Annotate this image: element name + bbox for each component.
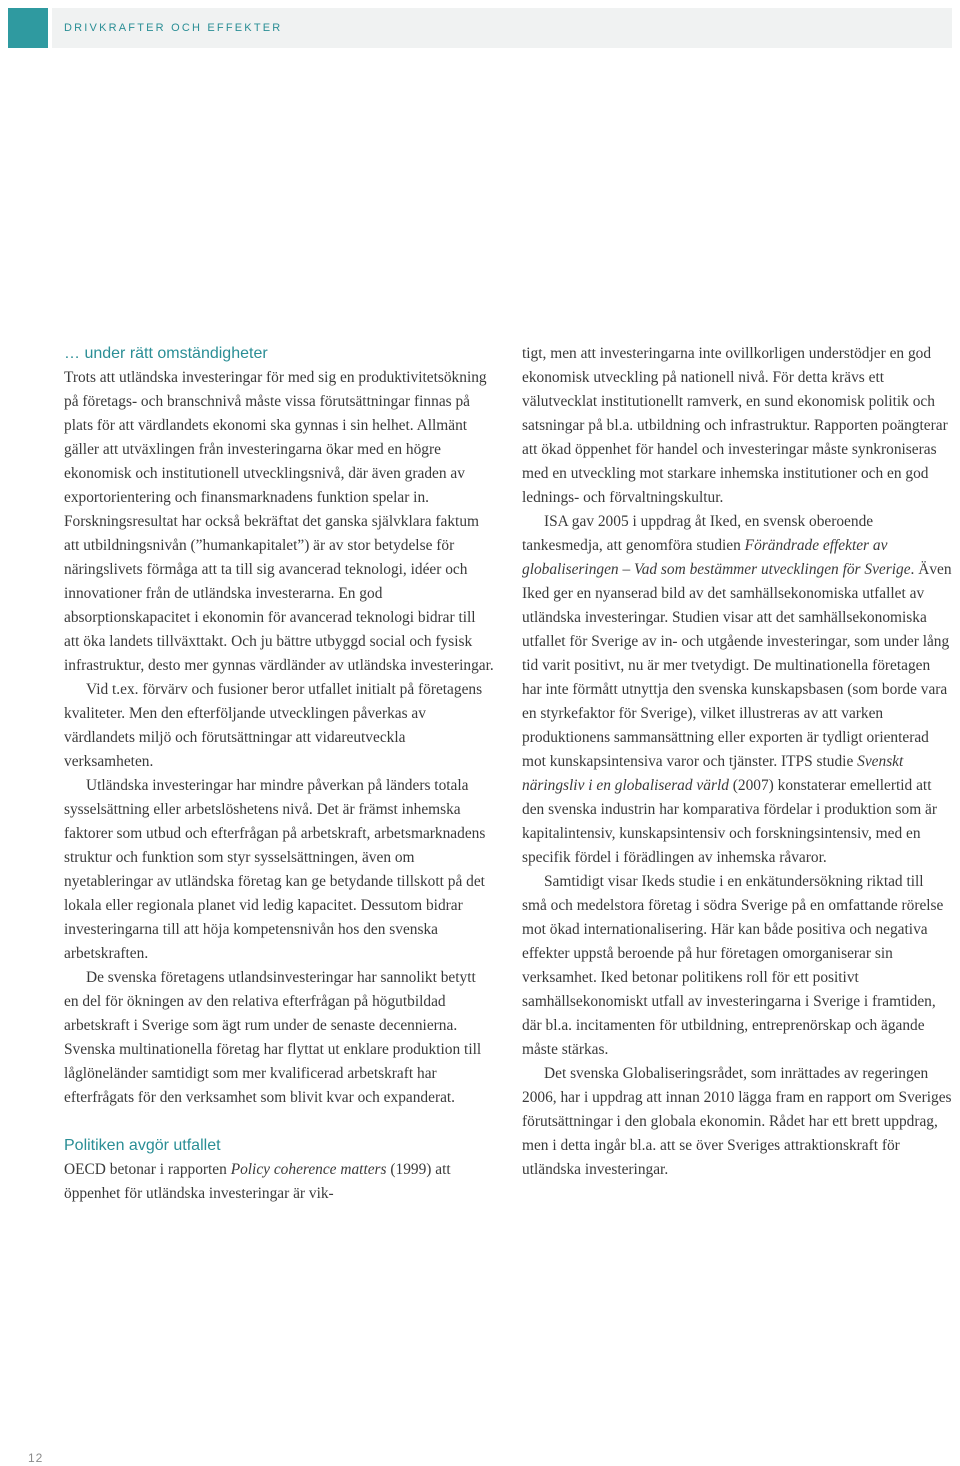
paragraph [522,510,952,870]
paragraph: Utländska investeringar har mindre påverkan på länders totala sysselsättning eller arbetslöshetens nivå. Det är främst inhemska faktorer som utbud och efterfrågan på arbetskraft, arbetsmarknadens struktur och funktion som styr sysselsättningen, även om nyetableringar av utländska företag kan ge betydande tillskott på det lokala eller regionala planet vid ledig kapacitet. Dessutom bidrar investeringarna till att höja kompetensnivån hos den svenska arbetskraften. [64,777,486,962]
text-run: (1999) att öppenhet för utländska investeringar är vik- [64,1161,451,1202]
section-title: DRIVKRAFTER OCH EFFEKTER [64,22,283,34]
header-accent-square [8,8,48,48]
paragraph [64,1158,494,1206]
text-run: ISA gav 2005 i uppdrag åt Iked, en svensk oberoende tankesmedja, att genomföra studien [522,513,874,554]
italic-report-title: Policy coherence matters [230,1161,387,1178]
right-column [522,342,952,1182]
paragraph: Trots att utländska investeringar för med sig en produktivitetsökning på företags- och branschnivå måste vissa förutsättningar finnas på plats för att värdlandets ekonomi ska gynnas i sin helhet. Allmänt gäller att utväxlingen från investeringarna ökar med en högre ekonomisk och institutionell utvecklingsnivå, där även graden av exportorientering och finansmarknadens funktion spelar in. Forskningsresultat har också bekräftat det ganska självklara faktum att utbildningsnivån (”humankapitalet”) är av stor betydelse för näringslivets förmåga att ta till sig avancerad teknologi, idéer och innovationer från de utländska investerarna. En god absorptionskapacitet i ekonomin för avancerad teknologi bidrar till att öka landets tillväxttakt. Och ju bättre utbyggd social och fysisk infrastruktur, desto mer gynnas värdländer av utländska investeringar. [64,369,494,674]
paragraph: Samtidigt visar Ikeds studie i en enkätundersökning riktad till små och medelstora företag i södra Sverige på en omfattande rörelse mot ökad internationalisering. Här kan både positiva och negativa effekter uppstå beroende på hur företagen omorganiserar sin verksamhet. Iked betonar politikens roll för ett positivt samhällsekonomiskt utfall av investeringarna i Sverige i framtiden, där bl.a. incitamenten för utbildning, entreprenörskap och ägande måste stärkas. [522,873,944,1058]
italic-study-title: Svenskt näringsliv i en globaliserad värld [522,753,904,794]
paragraph: tigt, men att investeringarna inte ovillkorligen understödjer en god ekonomisk utveckling på nationell nivå. För detta krävs ett välutvecklat institutionellt ramverk, en sund ekonomisk politik och satsningar på bl.a. utbildning och infrastruktur. Rapporten poängterar att ökad öppenhet för handel och investeringar måste synkroniseras med en utveckling mot starkare inhemska institutioner och en god lednings- och förvaltningskultur. [522,345,948,506]
section-header [52,8,952,48]
subheading-under-ratt-omstandigheter: … under rätt omständigheter [64,345,268,362]
text-run: . Även Iked ger en nyanserad bild av det samhällsekonomiska utfallet av utländska investeringar. Studien visar att det samhällsekonomiska utfallet för Sverige av in- och utgående investeringar, som under lång tid varit positivt, nu är mer tvetydigt. De multinationella företagen har inte förmått utnyttja den svenska kunskapsbasen (som borde vara en styrkefaktor för Sverige), vilket illustreras av att varken produktionens sammansättning eller exporten är tydligt orienterad mot kunskapsintensiva varor och tjänster. ITPS studie [522,561,952,770]
paragraph: Vid t.ex. förvärv och fusioner beror utfallet initialt på företagens kvaliteter. Men den efterföljande utvecklingen påverkas av värdlandets miljö och förutsättningar att vidareutveckla verksamheten. [64,681,483,770]
text-run: (2007) konstaterar emellertid att den svenska industrin har komparativa fördelar i produktion som är kapitalintensiv, kunskapsintensiv och forskningsintensiv, med en specifik fördel i förädlingen av inhemska råvaror. [522,777,938,866]
paragraph: De svenska företagens utlandsinvesteringar har sannolikt betytt en del för ökningen av den relativa efterfrågan på högutbildad arbetskraft i Sverige som ägt rum under de senaste decennierna. Svenska multinationella företag har flyttat ut enklare produktion till låglöneländer samtidigt som mer kvalificerad arbetskraft har efterfrågats för den verksamhet som blivit kvar och expanderat. [64,969,482,1106]
text-run: OECD betonar i rapporten [64,1161,231,1178]
paragraph: Det svenska Globaliseringsrådet, som inrättades av regeringen 2006, har i uppdrag att innan 2010 lägga fram en rapport om Sveriges förutsättningar i den globala ekonomin. Rådet har ett brett uppdrag, men i detta ingår bl.a. att se över Sveriges attraktionskraft för utländska investeringar. [522,1065,952,1178]
page-number: 12 [28,1451,44,1465]
left-column [64,342,494,1206]
italic-study-title: Förändrade effekter av globaliseringen – Vad som bestämmer utvecklingen för Sverige [522,537,911,578]
subheading-politiken-avgor-utfallet: Politiken avgör utfallet [64,1137,221,1154]
